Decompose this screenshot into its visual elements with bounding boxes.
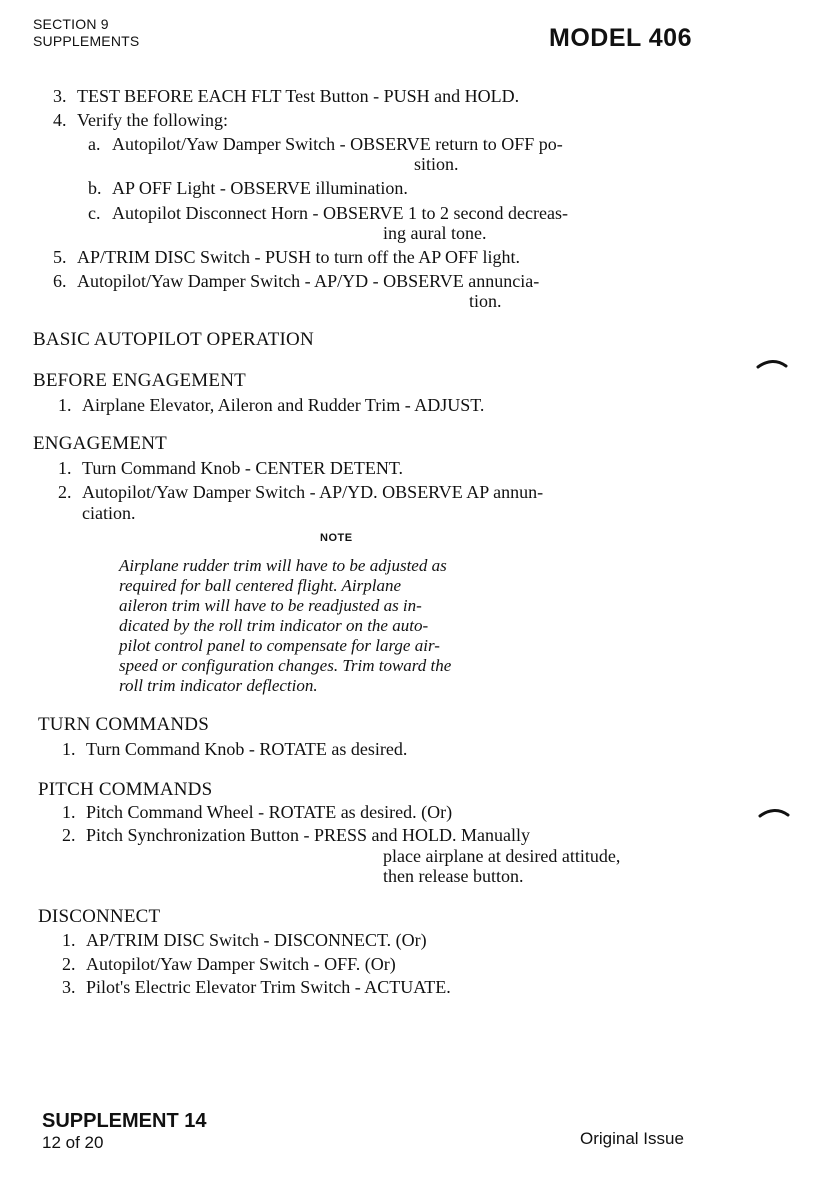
step-number: 6. (53, 271, 67, 291)
note-line: aileron trim will have to be readjusted as in- (119, 596, 422, 615)
pitch-commands-item-2 (62, 824, 530, 846)
turn-commands-heading: TURN COMMANDS (38, 714, 209, 735)
disconnect-item-2 (62, 953, 396, 975)
before-engagement-item-1 (58, 394, 484, 416)
step-text: Autopilot/Yaw Damper Switch - AP/YD - OBSERVE annuncia- (77, 271, 540, 291)
engagement-item-2-cont: ciation. (82, 503, 136, 523)
item-number: 1. (62, 802, 76, 822)
step-4 (53, 109, 228, 131)
pitch-commands-item-2-cont-2: then release button. (383, 866, 524, 886)
pitch-commands-heading: PITCH COMMANDS (38, 779, 213, 800)
substep-letter: b. (88, 178, 102, 198)
engagement-item-2 (58, 481, 543, 503)
step-3 (53, 85, 519, 107)
verify-a (88, 133, 563, 155)
item-text: AP/TRIM DISC Switch - DISCONNECT. (Or) (86, 930, 427, 950)
engagement-heading: ENGAGEMENT (33, 433, 167, 454)
item-text: Pitch Synchronization Button - PRESS and HOLD. Manually (86, 825, 530, 845)
note-text (119, 556, 565, 696)
note-line: speed or configuration changes. Trim toward the (119, 656, 452, 675)
note-line: dicated by the roll trim indicator on the auto- (119, 616, 429, 635)
note-line: pilot control panel to compensate for large air- (119, 636, 440, 655)
page-number: 12 of 20 (42, 1133, 104, 1152)
item-number: 2. (62, 954, 76, 974)
issue-label: Original Issue (580, 1129, 684, 1148)
note-line: roll trim indicator deflection. (119, 676, 318, 695)
section-label: SECTION 9 (33, 16, 109, 32)
revision-bar-mark (756, 356, 788, 372)
verify-c-cont: ing aural tone. (383, 223, 487, 243)
step-6 (53, 270, 539, 292)
verify-b (88, 177, 408, 199)
item-number: 1. (62, 739, 76, 759)
item-text: Turn Command Knob - CENTER DETENT. (82, 458, 403, 478)
step-number: 4. (53, 110, 67, 130)
item-number: 1. (58, 458, 72, 478)
item-text: Turn Command Knob - ROTATE as desired. (86, 739, 408, 759)
supplements-label: SUPPLEMENTS (33, 33, 140, 49)
disconnect-item-1 (62, 929, 427, 951)
step-number: 5. (53, 247, 67, 267)
substep-text: Autopilot/Yaw Damper Switch - OBSERVE return to OFF po- (112, 134, 563, 154)
disconnect-heading: DISCONNECT (38, 906, 161, 927)
turn-commands-item-1 (62, 738, 407, 760)
step-text: Verify the following: (77, 110, 228, 130)
step-text: AP/TRIM DISC Switch - PUSH to turn off the AP OFF light. (77, 247, 521, 267)
disconnect-item-3 (62, 976, 451, 998)
note-line: required for ball centered flight. Airplane (119, 576, 402, 595)
substep-text: AP OFF Light - OBSERVE illumination. (112, 178, 408, 198)
step-5 (53, 246, 520, 268)
substep-text: Autopilot Disconnect Horn - OBSERVE 1 to 2 second decreas- (112, 203, 568, 223)
verify-c (88, 202, 568, 224)
item-number: 2. (62, 825, 76, 845)
item-text: Autopilot/Yaw Damper Switch - OFF. (Or) (86, 954, 396, 974)
item-text: Pitch Command Wheel - ROTATE as desired. (Or) (86, 802, 453, 822)
note-label: NOTE (320, 532, 353, 544)
item-text: Airplane Elevator, Aileron and Rudder Trim - ADJUST. (82, 395, 485, 415)
engagement-item-1 (58, 457, 403, 479)
item-number: 2. (58, 482, 72, 502)
step-number: 3. (53, 86, 67, 106)
revision-bar-mark (758, 805, 790, 821)
step-text: TEST BEFORE EACH FLT Test Button - PUSH and HOLD. (77, 86, 520, 106)
model-title: MODEL 406 (549, 24, 692, 52)
substep-letter: a. (88, 134, 101, 154)
pitch-commands-item-2-cont-1: place airplane at desired attitude, (383, 846, 621, 866)
substep-letter: c. (88, 203, 101, 223)
pitch-commands-item-1 (62, 801, 452, 823)
item-text: Autopilot/Yaw Damper Switch - AP/YD. OBSERVE AP annun- (82, 482, 544, 502)
item-number: 3. (62, 977, 76, 997)
step-6-cont: tion. (469, 291, 502, 311)
item-number: 1. (62, 930, 76, 950)
item-text: Pilot's Electric Elevator Trim Switch - ACTUATE. (86, 977, 451, 997)
before-engagement-heading: BEFORE ENGAGEMENT (33, 370, 246, 391)
basic-operation-heading: BASIC AUTOPILOT OPERATION (33, 329, 314, 350)
supplement-number: SUPPLEMENT 14 (42, 1110, 207, 1132)
note-line: Airplane rudder trim will have to be adjusted as (119, 556, 447, 575)
item-number: 1. (58, 395, 72, 415)
verify-a-cont: sition. (414, 154, 459, 174)
